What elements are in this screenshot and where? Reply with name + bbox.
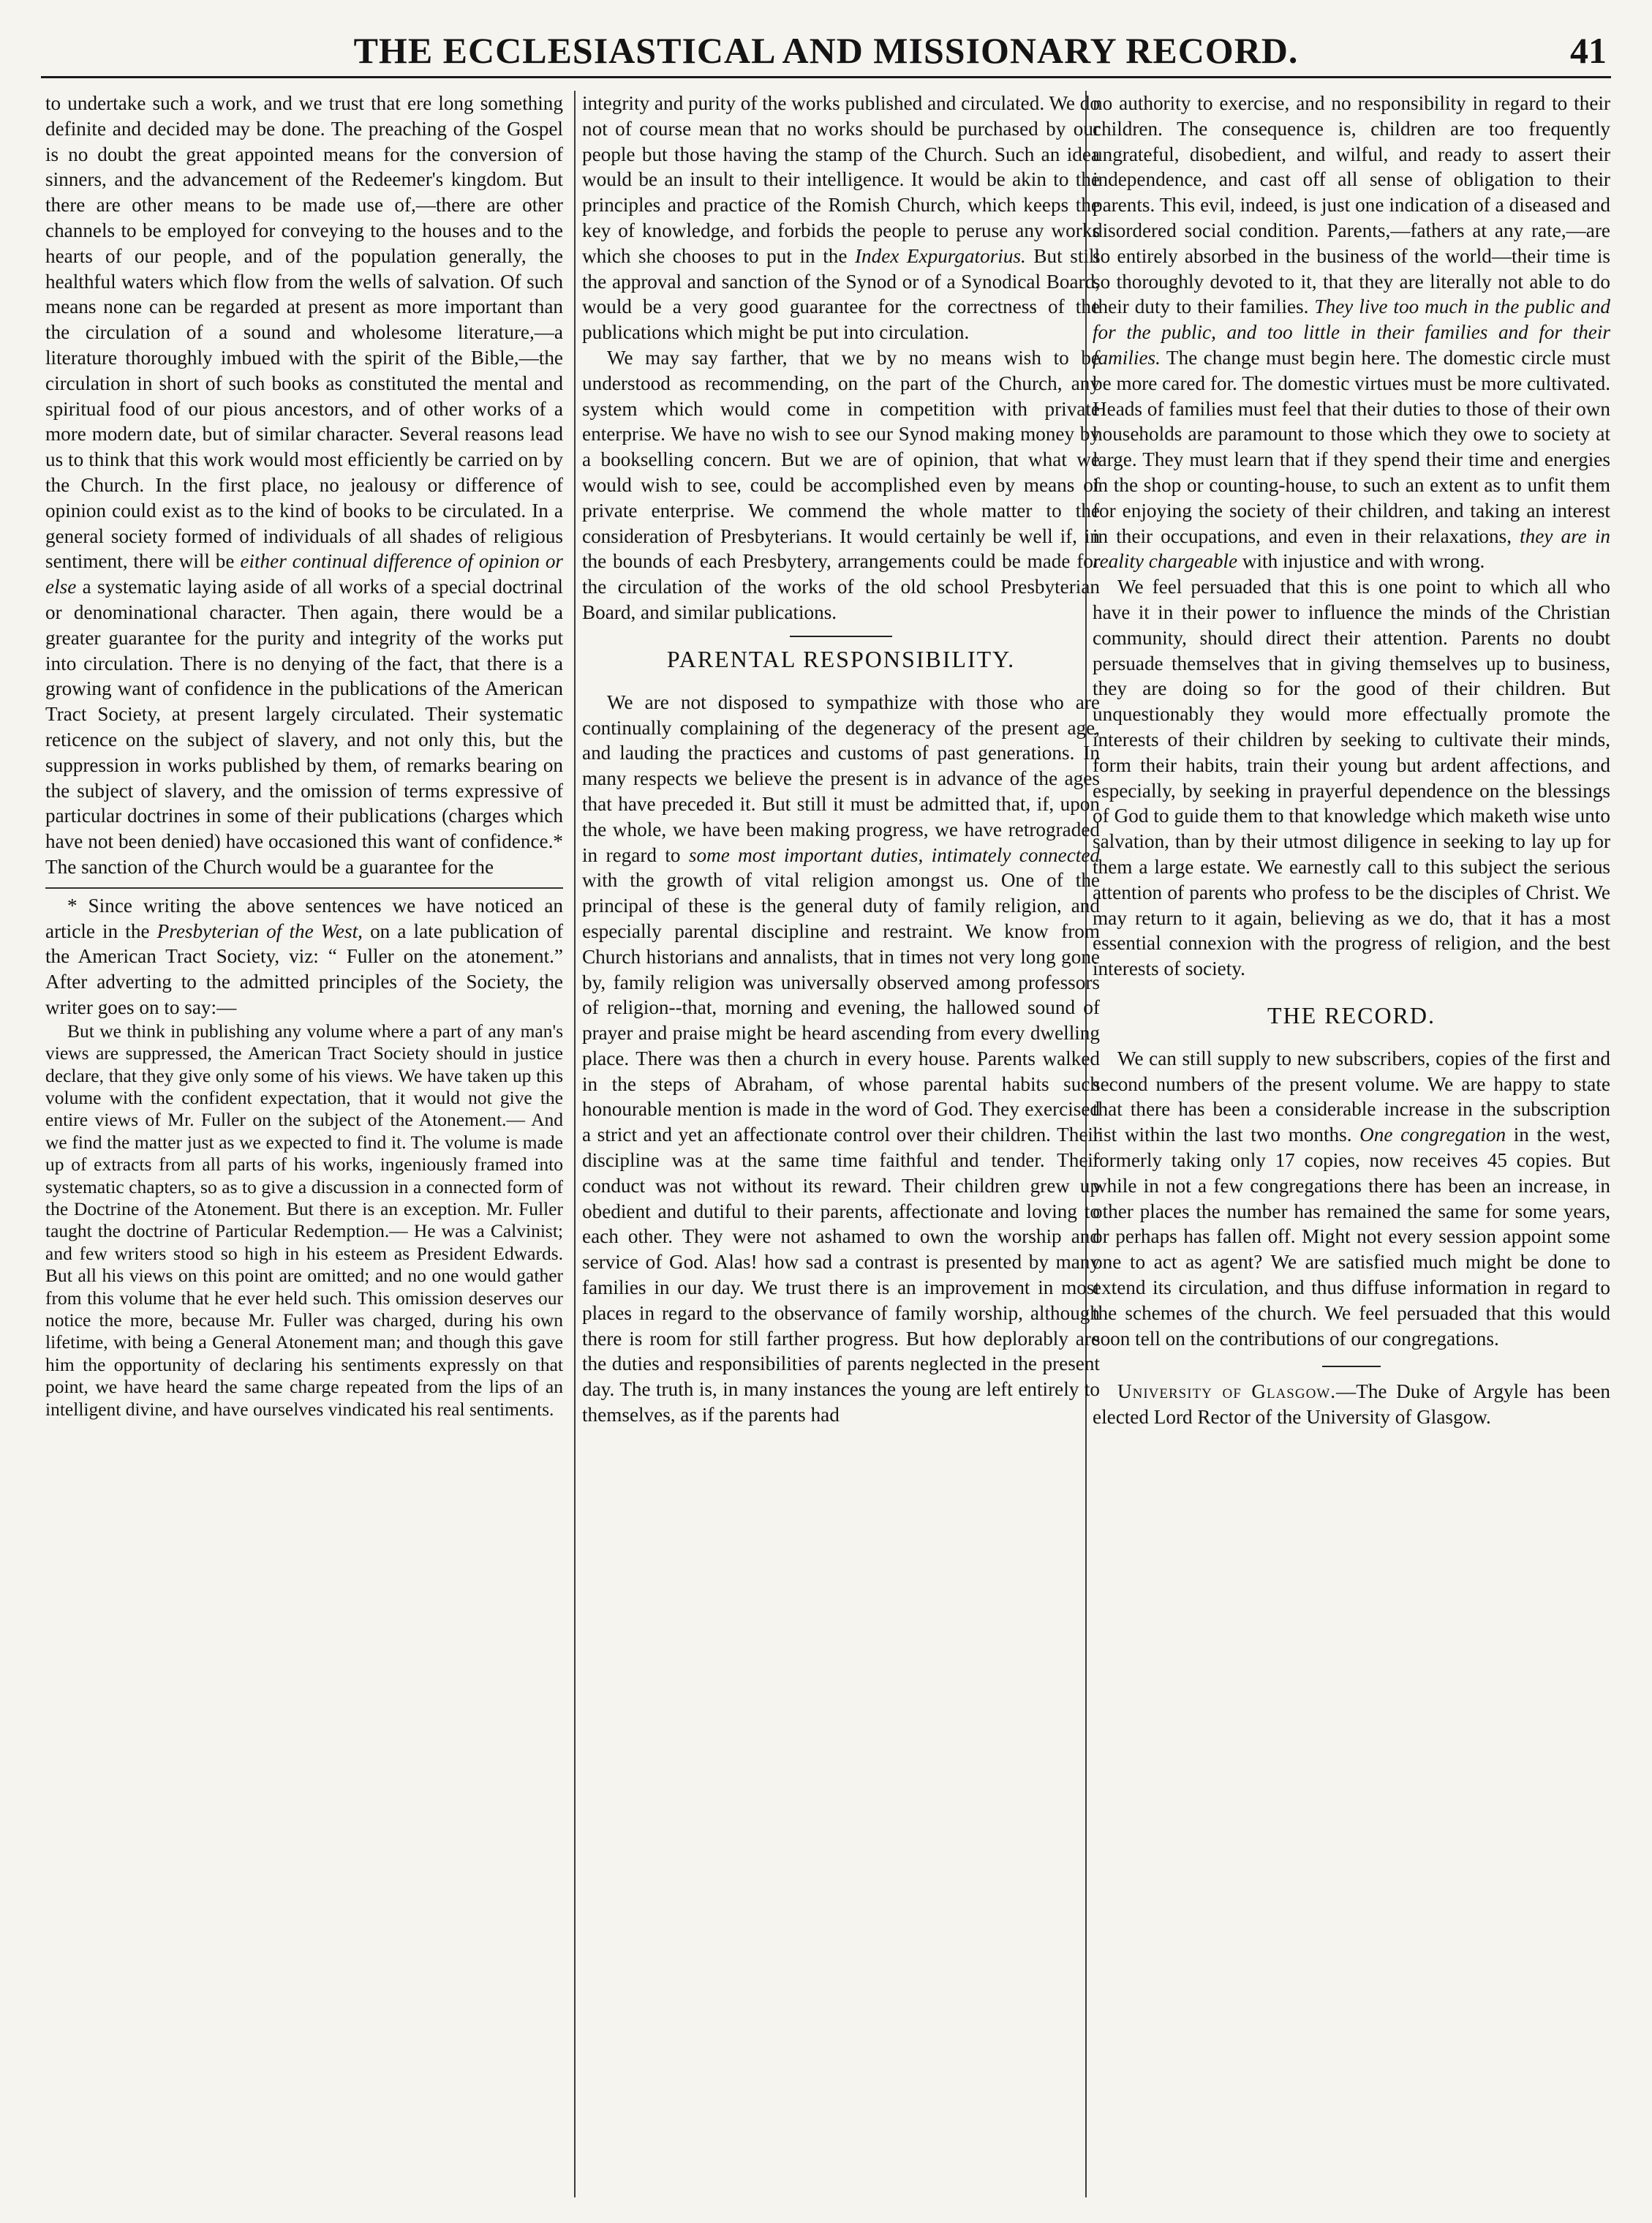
- paragraph-text: to undertake such a work, and we trust that ere long something definite and decided may be done. The preaching of the Gospel is no doubt the great appointed means for the conversion of sinners, and the advancement of the Redeemer's kingdom. But there are other means to be made use of,—there are other channels to be employed for conveying to the houses and to the hearts of our people, and of the population generally, the healthful waters which flow from the wells of salvation. Of such means none can be regarded at present as more important than the circulation of a sound and wholesome literature,—a literature thoroughly imbued with the spirit of the Bible,—the circulation in short of such books as constituted the mental and spiritual food of our pious ancestors, and of other works of a more modern date, but of similar character. Several reasons lead us to think that this work would most efficiently be carried on by the Church. In the first place, no jealousy or difference of opinion could exist as to the kind of books to be circulated. In a general society formed of individuals of all shades of religious sentiment, there will be: [45, 92, 563, 573]
- italic-text: They live too much in the public and for the public, and too little in their families and for their families.: [1093, 296, 1610, 369]
- column-middle: [582, 91, 1100, 2205]
- footnote-intro: [45, 893, 563, 1020]
- italic-text: some most important duties, intimately connected: [688, 843, 1100, 866]
- italic-text: they are in reality chargeable: [1093, 524, 1610, 573]
- paragraph: [582, 91, 1100, 345]
- paragraph-text: with the growth of vital religion amongst us. One of the principal of these is the general duty of family religion, and especially parental discipline and restraint. We know from Church historians and annalists, that in times not very long gone by, family religion was universally observed among professors of religion--that, morning and evening, the hallowed sound of prayer and praise might be heard ascending from every dwelling place. There was then a church in every house. Parents walked in the steps of Abraham, of whose parental habits such honourable mention is made in the word of God. They exercised a strict and yet an affectionate control over their children. Their discipline was at the same time faithful and tender. Their conduct was not without its reward. Their children grew up obedient and dutiful to their parents, affectionate and loving to each other. They were not ashamed to own the worship and service of God. Alas! how sad a contrast is presented by many families in our day. We trust there is an improvement in most places in regard to the observance of family worship, although there is room for still farther progress. But how deplorably are the duties and responsibilities of parents neglected in the present day. The truth is, in many instances the young are left entirely to themselves, as if the parents had: [582, 869, 1100, 1426]
- section-heading: THE RECORD.: [1267, 1001, 1436, 1028]
- page-number: 41: [1570, 30, 1607, 71]
- publication-title: THE ECCLESIASTICAL AND MISSIONARY RECORD.: [353, 30, 1299, 71]
- italic-text: Index Expurgatorius.: [854, 244, 1026, 267]
- column-right: [1093, 91, 1610, 2205]
- italic-text: Presbyterian of the West,: [156, 919, 363, 942]
- paragraph: [1093, 91, 1610, 574]
- paragraph: We may say farther, that we by no means wish to be understood as recommending, on the part of the Church, any system which would come in competition with private enterprise. We have no wish to see our Synod making money by a bookselling concern. But we are of opinion, that what we would wish to see, could be accomplished even by means of private enterprise. We commend the whole matter to the consideration of Presbyterians. It would certainly be well if, in the bounds of each Presbytery, arrangements could be made for the circulation of the works of the old school Presbyterian Board, and similar publications.: [582, 346, 1100, 623]
- section-divider: [1322, 1366, 1381, 1367]
- paragraph-text: in the west, formerly taking only 17 copies, now receives 45 copies. But while in not a few congregations there has been an increase, in other places the number has remained the same for some years, or perhaps has fallen off. Might not every session appoint some one to act as agent? We are satisfied much might be done to extend its circulation, and thus diffuse information in regard to the schemes of the church. We feel persuaded that this would soon tell on the contributions of our congregations.: [1093, 1124, 1610, 1350]
- footnote-quote: [45, 1020, 563, 1421]
- italic-text: either continual difference of opinion or else: [45, 550, 563, 598]
- news-item: [1093, 1379, 1610, 1430]
- section-heading: PARENTAL RESPONSIBILITY.: [666, 645, 1016, 672]
- paragraph-text: We are not disposed to sympathize with those who are continually complaining of the degeneracy of the present age, and lauding the practices and customs of past generations. In many respects we believe the present is in advance of the ages that have preceded it. But still it must be admitted that, if, upon the whole, we have been making progress, we have retrograded in regard to: [582, 691, 1100, 866]
- footnote: [45, 887, 563, 1421]
- paragraph-text: The change must begin here. The domestic circle must be more cared for. The domestic virtues must be more cultivated. Heads of families must feel that their duties to those of their own households are paramount to those which they owe to society at large. They must learn that if they spend their time and energies in the shop or counting-house, to such an extent as to unfit them for enjoying the society of their children, and taking an interest in their occupations, and even in their relaxations,: [1093, 346, 1610, 547]
- paragraph-text: But still the approval and sanction of the Synod or of a Synodical Board, would be a very good guarantee for the correctness of the publications which might be put into circulation.: [582, 244, 1100, 344]
- quote-text: But we think in publishing any volume where a part of any man's views are suppressed, the American Tract Society should in justice declare, that they give only some of his views. We have taken up this volume with the confident expectation, that it would not give the entire views of Mr. Fuller on the subject of the Atonement.— And we find the matter just as we expected to find it. The volume is made up of extracts from all parts of his works, ingeniously framed into systematic chapters, so as to give a discussion in a connected form of the Doctrine of the Atonement. But there is an exception. Mr. Fuller taught the doctrine of Particular Redemption.— He was a Calvinist; and few writers stood so high in his esteem as President Edwards. But all his views on this point are omitted; and no one would gather from this volume that he ever held such. This omission deserves our notice the more, because Mr. Fuller was charged, during his own lifetime, with being a General Atonement man; and though this gave him the opportunity of declaring his sentiments expressly on that point, we have heard the same charge repeated from the lips of an intelligent divine, and have ourselves vindicated his real sentiments.: [45, 1020, 563, 1420]
- footnote-text: on a late publication of the American Tract Society, viz: “ Fuller on the atonement.” After adverting to the admitted principles of the Society, the writer goes on to say:—: [45, 919, 563, 1018]
- paragraph: [1093, 1046, 1610, 1352]
- paragraph-text: no authority to exercise, and no responsibility in regard to their children. The consequence is, children are too frequently ungrateful, disobedient, and wilful, and ready to assert their independence, and cast off all sense of obligation to their parents. This evil, indeed, is just one indication of a diseased and disordered social condition. Parents,—fathers at any rate,—are so entirely absorbed in the business of the world—their time is so thoroughly devoted to it, that they are literally not able to do their duty to their families.: [1093, 92, 1610, 318]
- paragraph: [45, 91, 563, 880]
- paragraph: We feel persuaded that this is one point to which all who have it in their power to influence the minds of the Christian community, should direct their attention. Parents no doubt persuade themselves that in giving themselves up to business, they are doing so for the good of their children. But unquestionably they would more effectually promote the interests of their children by seeking to cultivate their minds, form their habits, train their young but ardent affections, and especially, by seeking in prayerful dependence on the blessings of God to guide them to that knowledge which maketh wise unto salvation, than by their utmost diligence in seeking to lay up for them a large estate. We earnestly call to this subject the serious attention of parents who profess to be the disciples of Christ. We may return to it again, believing as we do, that it has a most essential connexion with the progress of religion, and the best interests of society.: [1093, 576, 1610, 980]
- paragraph-text: —The Duke of Argyle has been elected Lord Rector of the University of Glasgow.: [1093, 1380, 1610, 1429]
- page-header: [41, 25, 1611, 78]
- paragraph-text: a systematic laying aside of all works of a special doctrinal or denominational character. Then again, there would be a greater guarantee for the purity and integrity of the works put into circulation. There is no denying of the fact, that there is a growing want of confidence in the publications of the American Tract Society, at present largely circulated. Their systematic reticence on the subject of slavery, and not only this, but the suppression in works published by them, of remarks bearing on the subject of slavery, and the omission of terms expressive of particular doctrines in some of their publications (charges which have not been denied) have occasioned this want of confidence.* The sanction of the Church would be a guarantee for the: [45, 576, 563, 878]
- italic-text: One congregation: [1359, 1124, 1506, 1146]
- column-rule: [574, 91, 576, 2197]
- paragraph-text: integrity and purity of the works published and circulated. We do not of course mean that no works should be purchased by our people but those having the stamp of the Church. Such an idea would be an insult to their intelligence. It would be akin to the principles and practice of the Romish Church, which keeps the key of knowledge, and forbids the people to peruse any works which she chooses to put in the: [582, 92, 1100, 267]
- paragraph-text: We can still supply to new subscribers, copies of the first and second numbers of the present volume. We are happy to state that there has been a considerable increase in the subscription list within the last two months.: [1093, 1047, 1610, 1146]
- paragraph-text: with injustice and with wrong.: [1242, 550, 1485, 573]
- column-left: [45, 91, 563, 2205]
- section-divider: [790, 636, 892, 637]
- footnote-text: * Since writing the above sentences we have noticed an article in the: [45, 894, 563, 942]
- news-item-heading: University of Glasgow.: [1117, 1380, 1337, 1403]
- paragraph: [582, 690, 1100, 1428]
